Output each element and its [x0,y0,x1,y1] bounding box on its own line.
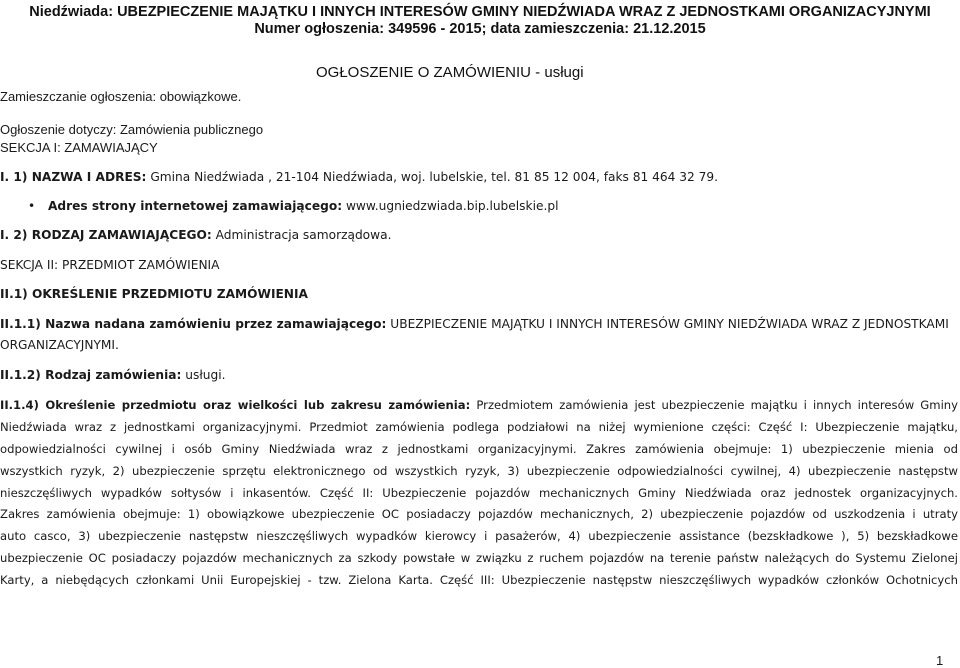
order-kind-label: II.1.2) Rodzaj zamówienia: [0,368,182,382]
section2-heading: SEKCJA II: PRZEDMIOT ZAMÓWIENIA [0,258,220,272]
description-text: wszystkich ryzyk, 2) ubezpieczenie sprzętu elektronicznego od wszystkich ryzyk, 3) ubezpieczenie odpowiedzialności cywilnej, 4) ubezpieczenie następstw [0,463,958,478]
placement-label: Zamieszczanie ogłoszenia: [0,89,157,104]
description-text: odpowiedzialności cywilnej i osób Gminy Niedźwiada wraz z jednostkami organizacyjnymi. Zakres zamówienia obejmuje: 1) ubezpieczenie mienia od [0,441,958,456]
authority-type-value: Administracja samorządowa. [215,228,392,242]
description-line [0,570,958,592]
description-line [0,526,958,548]
description-line [0,417,958,439]
description-text: Zakres zamówienia obejmuje: 1) obowiązkowe ubezpieczenie OC posiadaczy pojazdów mechanicznych, 2) ubezpieczenie pojazdów od uszkodzenia i utraty [0,507,958,522]
description-line [0,504,958,526]
authority-type-row [0,228,391,242]
placement-row [0,89,241,104]
announcement-title: OGŁOSZENIE O ZAMÓWIENIU - usługi [316,64,584,81]
order-description [0,395,958,592]
website-entry [48,199,558,213]
placement-value: obowiązkowe. [159,89,242,104]
notice-header-title: Niedźwiada: UBEZPIECZENIE MAJĄTKU I INNYCH INTERESÓW GMINY NIEDŹWIADA WRAZ Z JEDNOSTKAMI ORGANIZACYJNYMI [29,4,931,20]
description-line [0,483,958,505]
description-text: Karty, a niebędących członkami Unii Europejskiej - tzw. Zielona Karta. Część III: Ubezpieczenie następstw nieszczęśliwych wypadków członków Ochotnicych [0,573,958,588]
name-address-value: Gmina Niedźwiada , 21-104 Niedźwiada, woj. lubelskie, tel. 81 85 12 004, faks 81 464 32 79. [150,170,719,184]
order-name-value: UBEZPIECZENIE MAJĄTKU I INNYCH INTERESÓW GMINY NIEDŹWIADA WRAZ Z JEDNOSTKAMI [390,317,949,331]
name-address-label: I. 1) NAZWA I ADRES: [0,170,147,184]
website-label: Adres strony internetowej zamawiającego: [48,199,343,213]
description-line [0,395,958,417]
order-kind-value: usługi. [185,368,226,382]
description-text: Przedmiotem zamówienia jest ubezpieczenie majątku i innych interesów Gminy [476,398,958,412]
concerns-row [0,122,263,137]
description-line [0,461,958,483]
description-text: auto casco, 3) ubezpieczenie następstw nieszczęśliwych wypadków kierowcy i pasażerów, 4) ubezpieczenie assistance (bezskładkowe ), 5) bezskładkowe [0,529,958,544]
order-name-label: II.1.1) Nazwa nadana zamówieniu przez zamawiającego: [0,317,387,331]
description-label: II.1.4) Określenie przedmiotu oraz wielkości lub zakresu zamówienia: [0,398,471,412]
description-line [0,439,958,461]
concerns-value: Zamówienia publicznego [119,122,264,137]
authority-type-label: I. 2) RODZAJ ZAMAWIAJĄCEGO: [0,228,212,242]
order-name-continuation: ORGANIZACYJNYMI. [0,338,119,352]
section1-heading: SEKCJA I: ZAMAWIAJĄCY [0,140,158,155]
order-name-row [0,317,949,331]
website-link[interactable]: www.ugniedzwiada.bip.lubelskie.pl [345,199,559,213]
contracting-authority-name-row [0,170,718,184]
page-number: 1 [936,653,944,668]
description-text: Niedźwiada wraz z jednostkami organizacyjnymi. Przedmiot zamówienia podlega podziałowi na niżej wymienione części: Część I: Ubezpieczenie majątku, [0,419,958,434]
order-kind-row [0,368,226,382]
section2-subheading: II.1) OKREŚLENIE PRZEDMIOTU ZAMÓWIENIA [0,287,308,301]
description-line [0,548,958,570]
description-text: nieszczęśliwych wypadków sołtysów i inkasentów. Część II: Ubezpieczenie pojazdów mechanicznych Gminy Niedźwiada oraz jednostek organizacyjnych. [0,485,958,500]
bullet-icon: • [28,199,36,213]
description-text: ubezpieczenie OC posiadaczy pojazdów mechanicznych za szkody powstałe w związku z ruchem pojazdów na terenie państw należących do Systemu Zielonej [0,551,958,566]
concerns-label: Ogłoszenie dotyczy: [0,122,117,137]
notice-number-line: Numer ogłoszenia: 349596 - 2015; data zamieszczenia: 21.12.2015 [254,21,706,37]
